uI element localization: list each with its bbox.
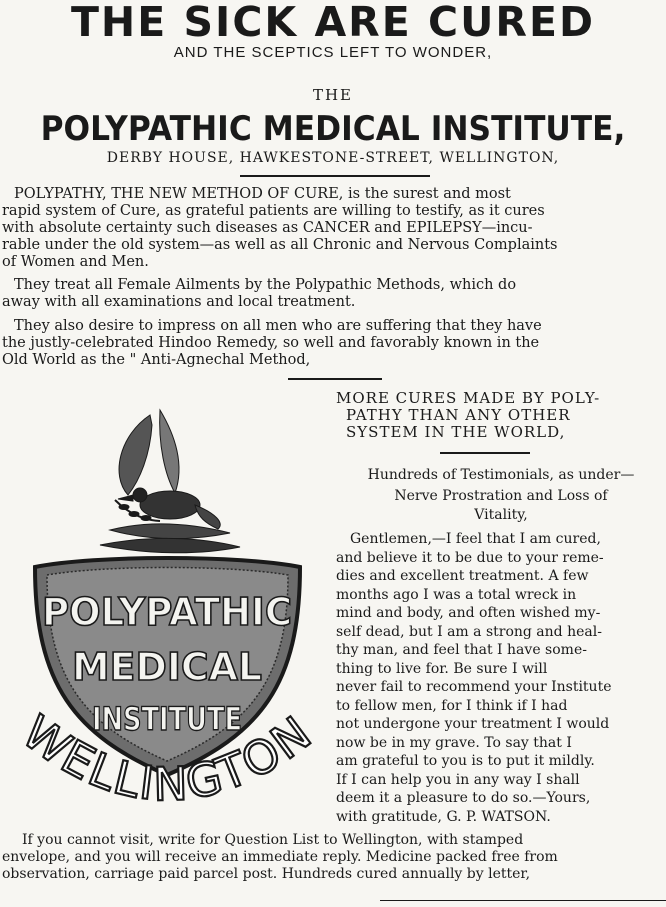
text-line: Gentlemen,—I feel that I am cured, [350,531,601,547]
text-line: thy man, and feel that I have some- [336,642,587,658]
testimonial-heading [336,487,666,524]
text-line: self dead, but I am a strong and heal- [336,623,602,640]
text-line: If you cannot visit, write for Question List to Wellington, with stamped [22,832,524,848]
shield-text-line-2: MEDICAL [72,645,262,689]
wellington-arc-label: WELLINGTON [12,704,323,812]
text-line: not undergone your treatment I would [336,716,610,732]
text-line: to fellow men, for I think if I had [336,697,568,714]
bottom-rule [380,900,666,901]
text-line: away with all examinations and local treatment. [2,294,356,310]
text-line: deem it a pleasure to do so.—Yours, [336,790,591,806]
heading-line: PATHY THAN ANY OTHER [346,406,571,424]
text-line: thing to live for. Be sure I will [336,660,548,677]
heading-line: MORE CURES MADE BY POLY- [336,389,601,407]
text-line: If I can help you in any way I shall [336,771,580,788]
text-line: Old World as the " Anti-Agnechal Method, [2,352,311,368]
text-line: POLYPATHY, THE NEW METHOD OF CURE, is the surest and most [14,186,511,202]
text-line: of Women and Men. [2,254,149,270]
text-line: and believe it to be due to your reme- [336,549,604,566]
headline: THE SICK ARE CURED [70,0,596,46]
institute-emblem [0,395,334,845]
text-line: with absolute certainty such diseases as CANCER and EPILEPSY—incu- [2,220,533,236]
text-line: the justly-celebrated Hindoo Remedy, so well and favorably known in the [2,335,540,351]
right-rule [440,452,530,454]
testimonials-intro: Hundreds of Testimonials, as under— [367,467,635,483]
intro-paragraph-1 [2,186,662,271]
text-line: rapid system of Cure, as grateful patients are willing to testify, as it cures [2,203,545,219]
text-line: am grateful to you is to put it mildly. [336,753,595,769]
intro-paragraph-2 [2,277,662,311]
shield-text-line-3: INSTITUTE [92,700,242,738]
text-line: They treat all Female Ailments by the Polypathic Methods, which do [14,277,517,293]
text-line: now be in my grave. To say that I [336,734,572,751]
footer-notice [2,832,666,883]
institute-name: POLYPATHIC MEDICAL INSTITUTE, [40,109,626,149]
text-line: They also desire to impress on all men who are suffering that they have [14,318,542,334]
testimonial-letter [336,530,666,826]
text-line: with gratitude, G. P. WATSON. [336,808,551,825]
text-line: never fail to recommend your Institute [336,679,612,695]
cures-heading [336,390,666,441]
heading-line: Vitality, [474,506,528,523]
middle-rule [288,378,382,380]
text-line: observation, carriage paid parcel post. Hundreds cured annually by letter, [2,866,531,882]
top-rule [240,175,430,177]
shield-text-line-1: POLYPATHIC [42,590,292,634]
heading-line: SYSTEM IN THE WORLD, [346,423,566,441]
text-line: months ago I was a total wreck in [336,586,577,603]
subheadline: AND THE SCEPTICS LEFT TO WONDER, [173,44,493,61]
heading-line: Nerve Prostration and Loss of [394,488,608,504]
text-line: envelope, and you will receive an immediate reply. Medicine packed free from [2,849,558,865]
text-line: mind and body, and often wished my- [336,605,601,621]
the-label: THE [312,86,354,104]
text-line: rable under the old system—as well as all Chronic and Nervous Complaints [2,237,558,253]
address-line: DERBY HOUSE, HAWKESTONE-STREET, WELLINGTON, [106,150,560,166]
text-line: dies and excellent treatment. A few [336,568,589,584]
intro-paragraph-3 [2,318,662,369]
dove-with-branch-icon [100,410,240,553]
